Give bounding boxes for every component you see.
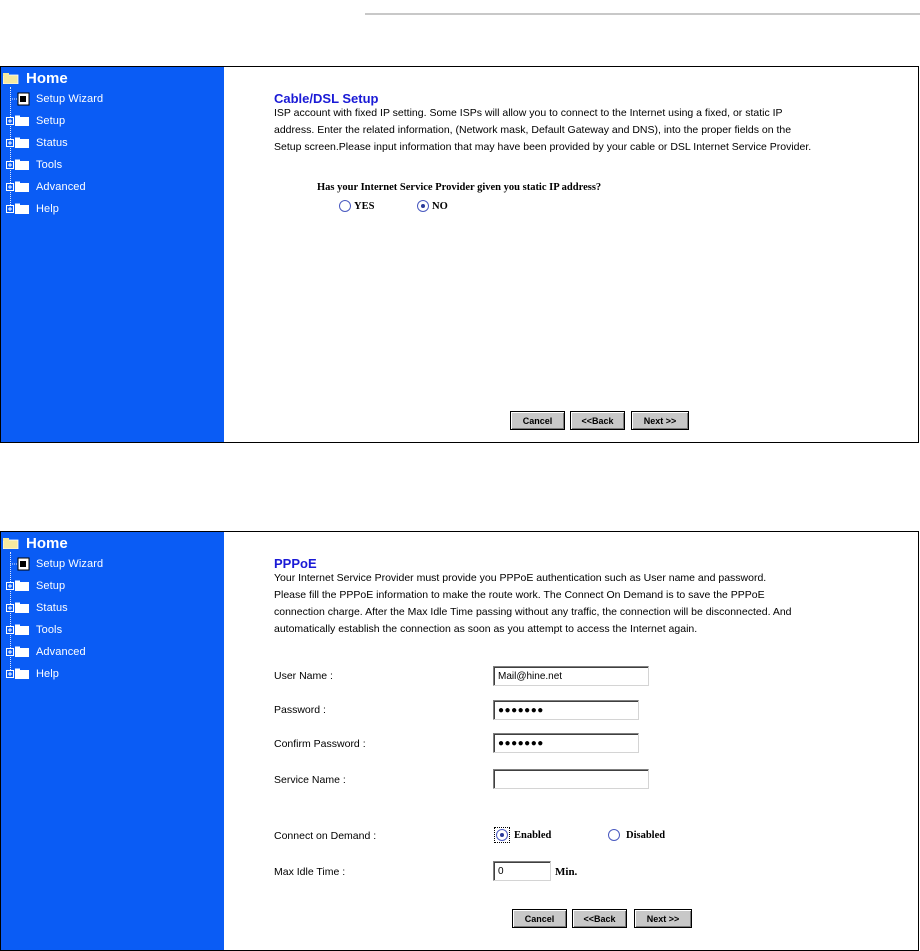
folder-icon [6, 623, 30, 637]
sidebar-item-setup-wizard[interactable] [6, 555, 103, 573]
service-name-input[interactable] [493, 769, 649, 789]
description-line: Please fill the PPPoE information to make the route work. The Connect On Demand is to save the PPPoE [274, 589, 765, 601]
confirm-password-label: Confirm Password : [274, 738, 366, 750]
cable-content [225, 67, 918, 442]
disabled-label: Disabled [626, 829, 666, 841]
home-folder-icon [3, 538, 19, 549]
folder-icon [6, 645, 30, 659]
sidebar-item-label: Help [36, 668, 60, 680]
sidebar-item-label: Status [36, 602, 68, 614]
wizard-icon [6, 557, 30, 571]
cancel-button[interactable]: Cancel [510, 411, 565, 430]
enabled-option[interactable] [494, 827, 551, 843]
folder-icon [6, 180, 30, 194]
disabled-option[interactable] [608, 829, 665, 841]
next-button[interactable]: Next >> [634, 909, 692, 928]
wizard-icon [6, 92, 30, 106]
sidebar [1, 532, 224, 950]
no-radio[interactable] [417, 200, 429, 212]
pppoe-content [225, 532, 918, 950]
folder-icon [6, 667, 30, 681]
sidebar-item-tools[interactable] [6, 621, 62, 639]
top-divider [365, 13, 920, 15]
password-input[interactable]: ●●●●●●● [493, 700, 639, 720]
confirm-password-input[interactable]: ●●●●●●● [493, 733, 639, 753]
sidebar-item-label: Setup [36, 115, 66, 127]
user-name-input[interactable]: Mail@hine.net [493, 666, 649, 686]
description-line: automatically establish the connection as soon as you attempt to access the Internet again. [274, 623, 698, 635]
enabled-radio[interactable] [496, 829, 508, 841]
back-button[interactable]: <<Back [572, 909, 627, 928]
folder-icon [6, 579, 30, 593]
sidebar-item-tools[interactable] [6, 156, 62, 174]
home-label: Home [26, 69, 68, 87]
max-idle-time-label: Max Idle Time : [274, 866, 346, 878]
description [274, 570, 919, 638]
idle-unit-label: Min. [555, 866, 578, 878]
sidebar-item-label: Help [36, 203, 60, 215]
service-name-label: Service Name : [274, 774, 346, 786]
yes-radio[interactable] [339, 200, 351, 212]
pppoe-panel [0, 531, 919, 951]
sidebar-item-label: Tools [36, 624, 63, 636]
no-option[interactable] [417, 200, 448, 212]
sidebar-item-label: Advanced [36, 646, 86, 658]
sidebar-item-help[interactable] [6, 200, 59, 218]
sidebar-item-help[interactable] [6, 665, 59, 683]
next-button[interactable]: Next >> [631, 411, 689, 430]
password-label: Password : [274, 704, 326, 716]
description-line: Your Internet Service Provider must provide you PPPoE authentication such as User name and password. [274, 572, 767, 584]
sidebar-item-label: Setup [36, 580, 66, 592]
sidebar-home[interactable] [3, 69, 68, 87]
yes-label: YES [354, 200, 375, 212]
back-button[interactable]: <<Back [570, 411, 625, 430]
disabled-radio[interactable] [608, 829, 620, 841]
no-label: NO [432, 200, 448, 212]
user-name-label: User Name : [274, 670, 333, 682]
sidebar-item-label: Advanced [36, 181, 86, 193]
description-line: ISP account with fixed IP setting. Some ISPs will allow you to connect to the Internet using a fixed, or static IP [274, 107, 783, 119]
enabled-label: Enabled [514, 829, 552, 841]
description-line: address. Enter the related information, (Network mask, Default Gateway and DNS), into the proper fields on the [274, 124, 792, 136]
static-ip-question: Has your Internet Service Provider given you static IP address? [317, 182, 602, 193]
cancel-button[interactable]: Cancel [512, 909, 567, 928]
home-label: Home [26, 534, 68, 552]
description [274, 105, 919, 156]
sidebar-item-advanced[interactable] [6, 643, 86, 661]
sidebar-item-label: Setup Wizard [36, 558, 104, 570]
folder-icon [6, 114, 30, 128]
sidebar-home[interactable] [3, 534, 68, 552]
sidebar-item-advanced[interactable] [6, 178, 86, 196]
sidebar-item-status[interactable] [6, 134, 68, 152]
folder-icon [6, 136, 30, 150]
sidebar [1, 67, 224, 442]
page-title: PPPoE [274, 556, 317, 571]
folder-icon [6, 158, 30, 172]
sidebar-item-status[interactable] [6, 599, 68, 617]
sidebar-item-label: Setup Wizard [36, 93, 104, 105]
folder-icon [6, 601, 30, 615]
sidebar-item-label: Status [36, 137, 68, 149]
max-idle-time-input[interactable]: 0 [493, 861, 551, 881]
cable-dsl-panel [0, 66, 919, 443]
sidebar-item-setup[interactable] [6, 577, 65, 595]
focus-ring [494, 827, 510, 843]
sidebar-item-label: Tools [36, 159, 63, 171]
yes-option[interactable] [339, 200, 374, 212]
connect-on-demand-label: Connect on Demand : [274, 830, 377, 842]
description-line: connection charge. After the Max Idle Time passing without any traffic, the connection will be disconnected. And [274, 606, 792, 618]
sidebar-item-setup[interactable] [6, 112, 65, 130]
description-line: Setup screen.Please input information that may have been provided by your cable or DSL Internet Service Provider. [274, 141, 812, 153]
page-title: Cable/DSL Setup [274, 91, 379, 106]
folder-icon [6, 202, 30, 216]
home-folder-icon [3, 73, 19, 84]
sidebar-item-setup-wizard[interactable] [6, 90, 103, 108]
